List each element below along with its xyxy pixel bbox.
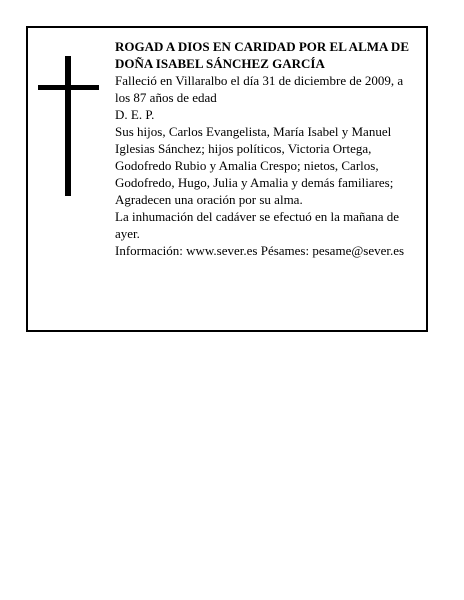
deceased-name: DOÑA ISABEL SÁNCHEZ GARCÍA — [115, 56, 325, 71]
obituary-text-block — [115, 38, 421, 259]
death-info: Falleció en Villaralbo el día 31 de diciembre de 2009, a los 87 años de edad — [115, 73, 404, 105]
burial-info: La inhumación del cadáver se efectuó en la mañana de ayer. — [115, 209, 400, 241]
thanks-text: Agradecen una oración por su alma. — [115, 192, 303, 207]
notice-heading: ROGAD A DIOS EN CARIDAD POR EL ALMA DE — [115, 39, 409, 54]
cross-icon-vertical-bar — [65, 56, 71, 196]
contact-info: Información: www.sever.es Pésames: pesame@sever.es — [115, 243, 405, 258]
rip-text: D. E. P. — [115, 107, 155, 122]
cross-icon-horizontal-bar — [38, 85, 99, 90]
family-list: Sus hijos, Carlos Evangelista, María Isabel y Manuel Iglesias Sánchez; hijos políticos, Victoria Ortega, Godofredo Rubio y Amalia Crespo; nietos, Carlos, Godofredo, Hugo, Julia y Amalia y demás familiares; — [115, 124, 394, 190]
